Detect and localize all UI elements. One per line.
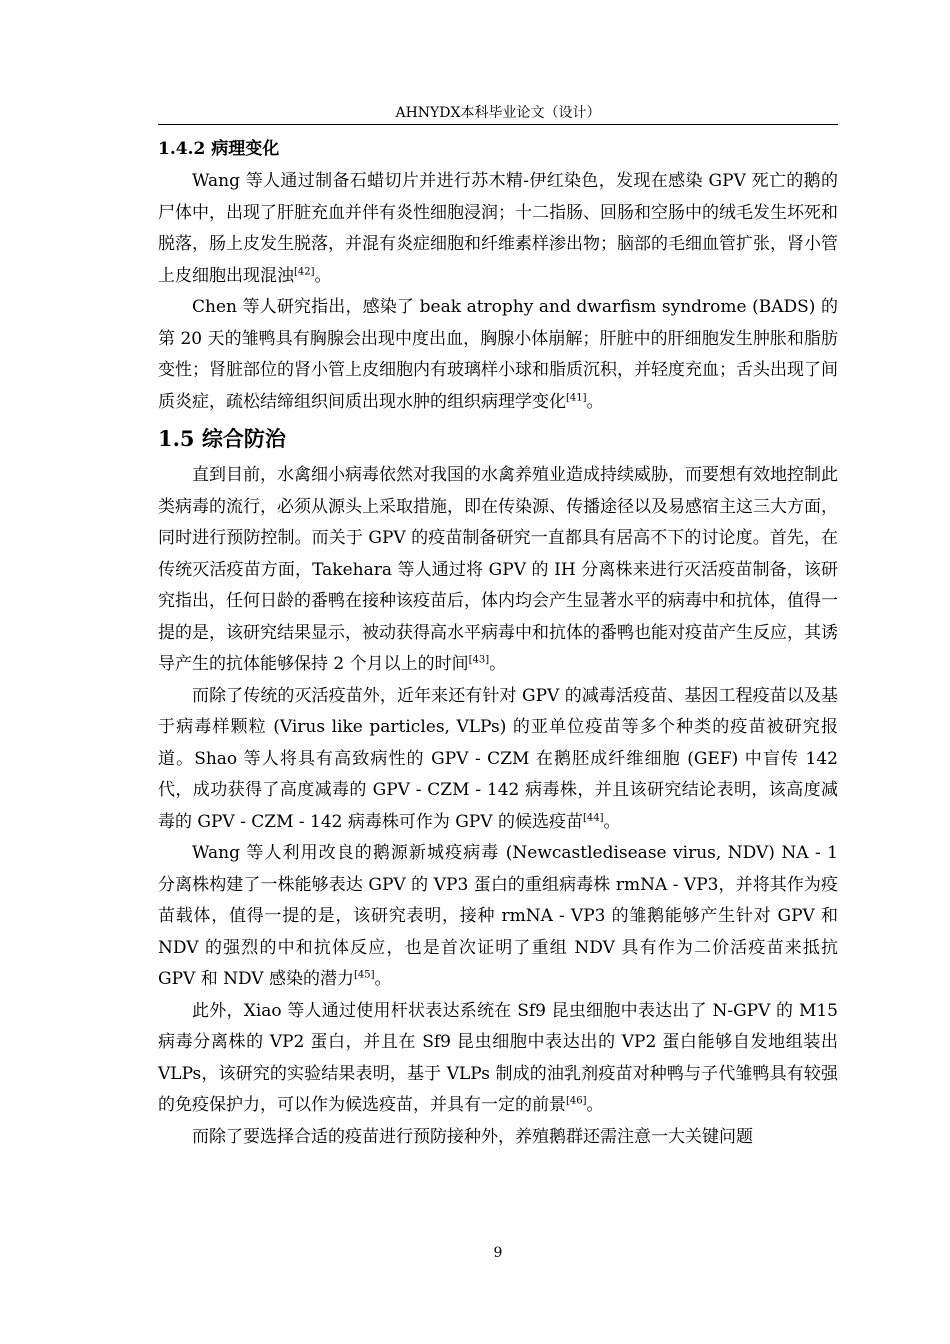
citation-ref: [43] bbox=[468, 654, 490, 666]
paragraph: Chen 等人研究指出，感染了 beak atrophy and dwarfism syndrome (BADS) 的第 20 天的雏鸭具有胸腺会出现中度出血，胸腺小体崩解；肝脏中的肝细胞发生肿胀和脂肪变性；肾脏部位的肾小管上皮细胞内有玻璃样小球和脂质沉积，并轻度充血；舌头出现了间质炎症，疏松结缔组织间质出现水肿的组织病理学变化[41]。 bbox=[158, 297, 838, 412]
paragraph: 而除了要选择合适的疫苗进行预防接种外，养殖鹅群还需注意一大关键问题 bbox=[192, 1126, 753, 1147]
page-number: 9 bbox=[493, 1245, 503, 1261]
section-heading-1-5: 1.5 综合防治 bbox=[158, 426, 286, 451]
section-heading-1-4-2: 1.4.2 病理变化 bbox=[158, 139, 280, 159]
header-rule bbox=[158, 124, 838, 125]
paragraph: 此外，Xiao 等人通过使用杆状表达系统在 Sf9 昆虫细胞中表达出了 N-GPV 的 M15 病毒分离株的 VP2 蛋白，并且在 Sf9 昆虫细胞中表达出的 VP2 蛋白能够自发地组装出 VLPs，该研究的实验结果表明，基于 VLPs 制成的油乳剂疫苗对种鸭与子代雏鸭具有较强的免疫保护力，可以作为候选疫苗，并具有一定的前景[46]。 bbox=[158, 1000, 838, 1115]
paragraph: Wang 等人通过制备石蜡切片并进行苏木精-伊红染色，发现在感染 GPV 死亡的鹅的尸体中，出现了肝脏充血并伴有炎性细胞浸润；十二指肠、回肠和空肠中的绒毛发生坏死和脱落，肠上皮发生脱落，并混有炎症细胞和纤维素样渗出物；脑部的毛细血管扩张，肾小管上皮细胞出现混浊[42]。 bbox=[158, 171, 838, 286]
citation-ref: [42] bbox=[294, 265, 315, 277]
citation-ref: [41] bbox=[566, 391, 587, 403]
citation-ref: [45] bbox=[354, 969, 375, 981]
page-header: AHNYDX本科毕业论文（设计） bbox=[395, 105, 601, 121]
page-content bbox=[158, 132, 838, 1153]
citation-ref: [46] bbox=[566, 1095, 587, 1107]
paragraph: 直到目前，水禽细小病毒依然对我国的水禽养殖业造成持续威胁，而要想有效地控制此类病毒的流行，必须从源头上采取措施，即在传染源、传播途径以及易感宿主这三大方面，同时进行预防控制。而关于 GPV 的疫苗制备研究一直都具有居高不下的讨论度。首先，在传统灭活疫苗方面，Takehara 等人通过将 GPV 的 IH 分离株来进行灭活疫苗制备，该研究指出，任何日龄的番鸭在接种该疫苗后，体内均会产生显著水平的病毒中和抗体，值得一提的是，该研究结果显示，被动获得高水平病毒中和抗体的番鸭也能对疫苗产生反应，其诱导产生的抗体能够保持 2 个月以上的时间[43]。 bbox=[158, 465, 838, 674]
paragraph: 而除了传统的灭活疫苗外，近年来还有针对 GPV 的减毒活疫苗、基因工程疫苗以及基于病毒样颗粒 (Virus like particles, VLPs) 的亚单位疫苗等多个种类的疫苗被研究报道。Shao 等人将具有高致病性的 GPV - CZM 在鹅胚成纤维细胞 (GEF) 中盲传 142 代，成功获得了高度减毒的 GPV - CZM - 142 病毒株，并且该研究结论表明，该高度减毒的 GPV - CZM - 142 病毒株可作为 GPV 的候选疫苗[44]。 bbox=[158, 685, 838, 832]
citation-ref: [44] bbox=[582, 811, 604, 823]
paragraph: Wang 等人利用改良的鹅源新城疫病毒 (Newcastledisease virus, NDV) NA - 1 分离株构建了一株能够表达 GPV 的 VP3 蛋白的重组病毒株 rmNA - VP3，并将其作为疫苗载体，值得一提的是，该研究表明，接种 rmNA - VP3 的雏鹅能够产生针对 GPV 和 NDV 的强烈的中和抗体反应，也是首次证明了重组 NDV 具有作为二价活疫苗来抵抗 GPV 和 NDV 感染的潜力[45]。 bbox=[158, 843, 838, 989]
